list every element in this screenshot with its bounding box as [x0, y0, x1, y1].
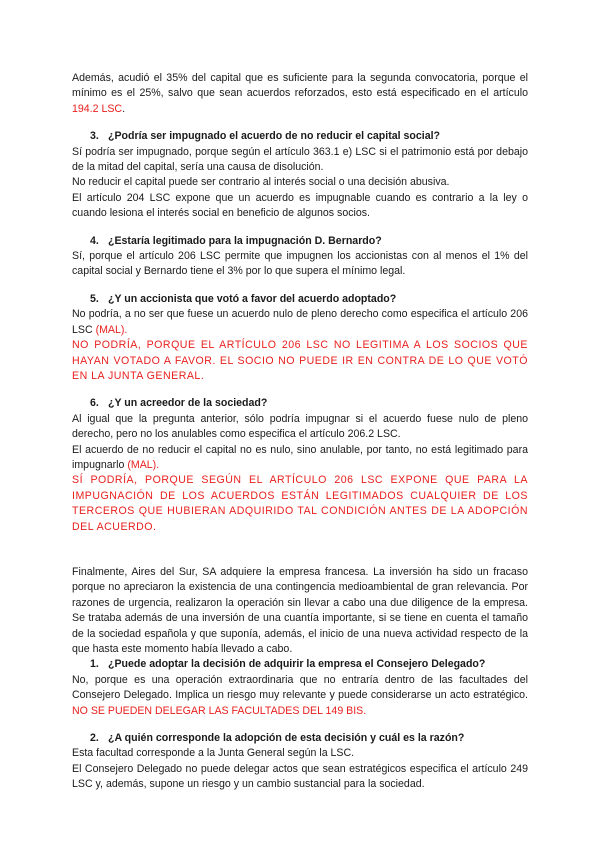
question-5-correction: NO PODRÍA, PORQUE EL ARTÍCULO 206 LSC NO LEGITIMA A LOS SOCIOS QUE HAYAN VOTADO A FAVOR. EL SOCIO NO PUEDE IR EN CONTRA DE LO QUE VOTÓ EN LA JUNTA GENERAL. [72, 339, 528, 382]
question-3-answer-3: El artículo 204 LSC expone que un acuerdo es impugnable cuando es contrario a la ley o cuando lesiona el interés social en beneficio de algunos socios. [72, 191, 528, 220]
question-5-answer: No podría, a no ser que fuese un acuerdo nulo de pleno derecho como especifica el artículo 206 LSC (MAL). [72, 308, 528, 336]
case-question-1-answer: No, porque es una operación extraordinaria que no entraría dentro de las facultades del Consejero Delegado. Implica un riesgo muy relevante y puede considerarse un acto estratégico. NO SE PUEDEN DELEGAR LAS FACULTADES DEL 149 BIS. [72, 673, 528, 717]
question-4-answer: Sí, porque el artículo 206 LSC permite que impugnen los accionistas con al menos el 1% del capital social y Bernardo tiene el 3% por lo que supera el mínimo legal. [72, 250, 528, 278]
case-question-1-heading: 1. ¿Puede adoptar la decisión de adquirir la empresa el Consejero Delegado? [90, 658, 486, 671]
question-5-heading: 5. ¿Y un accionista que votó a favor del acuerdo adoptado? [90, 292, 397, 305]
case-question-1-correction: NO SE PUEDEN DELEGAR LAS FACULTADES DEL 149 BIS. [72, 704, 367, 717]
question-6-correction: SÍ PODRÍA, PORQUE SEGÚN EL ARTÍCULO 206 LSC EXPONE QUE PARA LA IMPUGNACIÓN DE LOS ACUERDOS ESTÁN LEGITIMADOS CUALQUIER DE LOS TERCEROS QUE HUBIERAN ADQUIRIDO TAL CONDICIÓN ANTES DE LA ADOPCIÓN DEL ACUERDO. [72, 474, 528, 533]
intro-paragraph: Además, acudió el 35% del capital que es suficiente para la segunda convocatoria, porque el mínimo es el 25%, salvo que sean acuerdos reforzados, esto está especificado en el artículo 194.2 LSC. [72, 72, 528, 115]
wrong-mark: (MAL). [127, 458, 160, 471]
question-6-answer-1: Al igual que la pregunta anterior, sólo podría impugnar si el acuerdo fuese nulo de pleno derecho, pero no los anulables como especifica el artículo 206.2 LSC. [72, 412, 528, 441]
wrong-mark: (MAL). [95, 323, 128, 336]
question-4-heading: 4. ¿Estaría legitimado para la impugnación D. Bernardo? [90, 234, 382, 247]
article-reference: 194.2 LSC [72, 102, 123, 115]
question-6-answer-2: El acuerdo de no reducir el capital no es nulo, sino anulable, por tanto, no está legitimado para impugnarlo (MAL). [72, 443, 528, 471]
case-question-2-answer-2: El Consejero Delegado no puede delegar actos que sean estratégicos especifica el artículo 249 LSC y, además, supone un riesgo y un cambio sustancial para la sociedad. [72, 762, 528, 791]
document-page [72, 71, 528, 793]
case-question-2-answer-1: Esta facultad corresponde a la Junta General según la LSC. [72, 747, 355, 760]
case-question-2-heading: 2. ¿A quién corresponde la adopción de esta decisión y cuál es la razón? [90, 732, 465, 745]
question-3-answer-1: Sí podría ser impugnado, porque según el artículo 363.1 e) LSC si el patrimonio está por debajo de la mitad del capital, sería una causa de disolución. [72, 145, 528, 174]
case-paragraph: Finalmente, Aires del Sur, SA adquiere la empresa francesa. La inversión ha sido un fracaso porque no apreciaron la existencia de una contingencia medioambiental de gran relevancia. Por razones de urgencia, realizaron la operación sin llevar a cabo una due diligence de la empresa. Se trataba además de una inversión de una cuantía importante, si se tiene en cuenta el tamaño de la sociedad española y que suponía, además, el inicio de una nueva actividad respecto de la que hasta este momento había llevado a cabo. [72, 565, 528, 655]
question-3-heading: 3. ¿Podría ser impugnado el acuerdo de no reducir el capital social? [90, 130, 441, 143]
question-6-heading: 6. ¿Y un acreedor de la sociedad? [90, 397, 268, 410]
question-3-answer-2: No reducir el capital puede ser contrario al interés social o una decisión abusiva. [72, 176, 450, 189]
